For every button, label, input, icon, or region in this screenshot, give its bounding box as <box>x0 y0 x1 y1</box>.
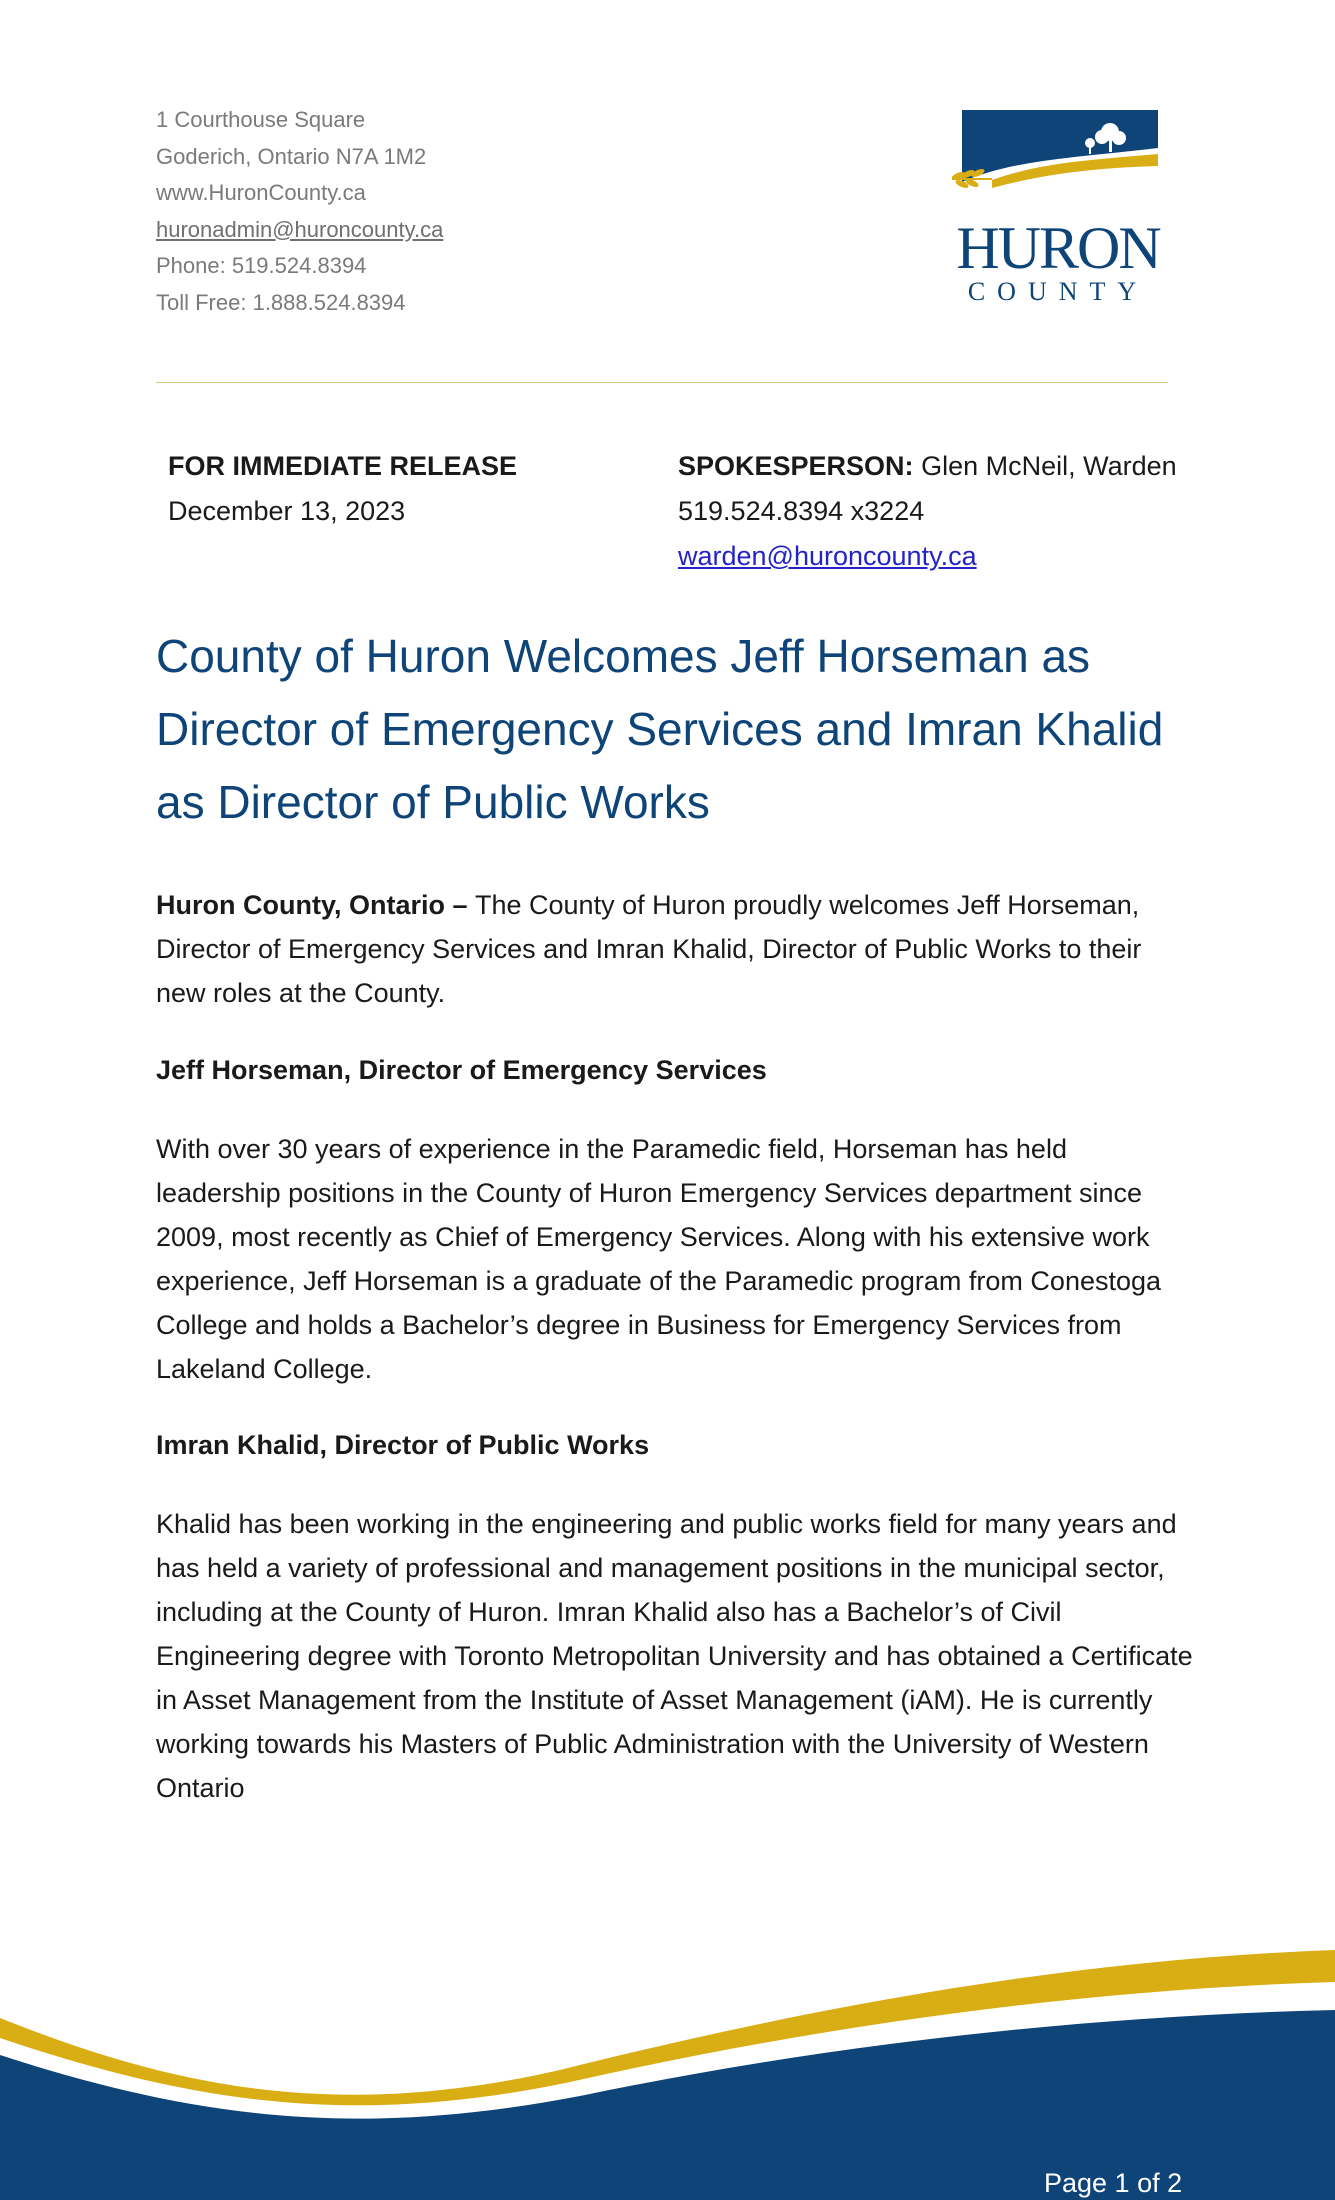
spokesperson-name: Glen McNeil, Warden <box>913 451 1177 481</box>
huron-county-logo <box>952 110 1164 305</box>
footer-wave <box>0 1870 1335 2200</box>
toll-free-number: Toll Free: 1.888.524.8394 <box>156 289 406 315</box>
page-title: County of Huron Welcomes Jeff Horseman as Director of Emergency Services and Imran Khalid as Director of Public Works <box>156 630 1164 828</box>
spokesperson-info <box>678 444 1177 579</box>
logo-wordmark-huron: HURON <box>956 215 1160 281</box>
spokesperson-email-link[interactable]: warden@huroncounty.ca <box>678 541 977 571</box>
section-body-khalid: Khalid has been working in the engineering and public works field for many years and has held a variety of professional and management positions in the municipal sector, including at the County of Huron. Imran Khalid also has a Bachelor’s of Civil Engineering degree with Toronto Metropolitan University and has obtained a Certificate in Asset Management from the Institute of Asset Management (iAM). He is currently working towards his Masters of Public Administration with the University of Western Ontario <box>156 1509 1193 1803</box>
website-link[interactable]: www.HuronCounty.ca <box>156 180 366 205</box>
address-block <box>156 102 443 321</box>
address-line-street: 1 Courthouse Square <box>156 107 366 132</box>
logo-wordmark-county: COUNTY <box>967 277 1149 305</box>
header-divider <box>156 382 1168 383</box>
admin-email-link[interactable]: huronadmin@huroncounty.ca <box>156 216 444 242</box>
spokesperson-label: SPOKESPERSON: <box>678 451 914 481</box>
intro-text: The County of Huron proudly welcomes Jeff Horseman, Director of Emergency Services and Imran Khalid, Director of Public Works to their new roles at the County. <box>156 890 1142 1008</box>
address-line-city: Goderich, Ontario N7A 1M2 <box>156 143 427 169</box>
release-info <box>168 444 517 534</box>
release-label: FOR IMMEDIATE RELEASE <box>168 451 518 481</box>
section-heading-horseman: Jeff Horseman, Director of Emergency Services <box>156 1055 767 1085</box>
spokesperson-phone: 519.524.8394 x3224 <box>678 496 925 526</box>
page-number: Page 1 of 2 <box>1044 2168 1183 2198</box>
section-heading-khalid: Imran Khalid, Director of Public Works <box>156 1430 650 1460</box>
release-date: December 13, 2023 <box>168 496 406 526</box>
intro-paragraph <box>156 883 1196 1015</box>
phone-number: Phone: 519.524.8394 <box>156 253 367 278</box>
section-body-horseman: With over 30 years of experience in the Paramedic field, Horseman has held leadership positions in the County of Huron Emergency Services department since 2009, most recently as Chief of Emergency Services. Along with his extensive work experience, Jeff Horseman is a graduate of the Paramedic program from Conestoga College and holds a Bachelor’s degree in Business for Emergency Services from Lakeland College. <box>156 1134 1162 1384</box>
spokesperson-line <box>678 444 1177 489</box>
dateline: Huron County, Ontario – <box>156 890 475 920</box>
